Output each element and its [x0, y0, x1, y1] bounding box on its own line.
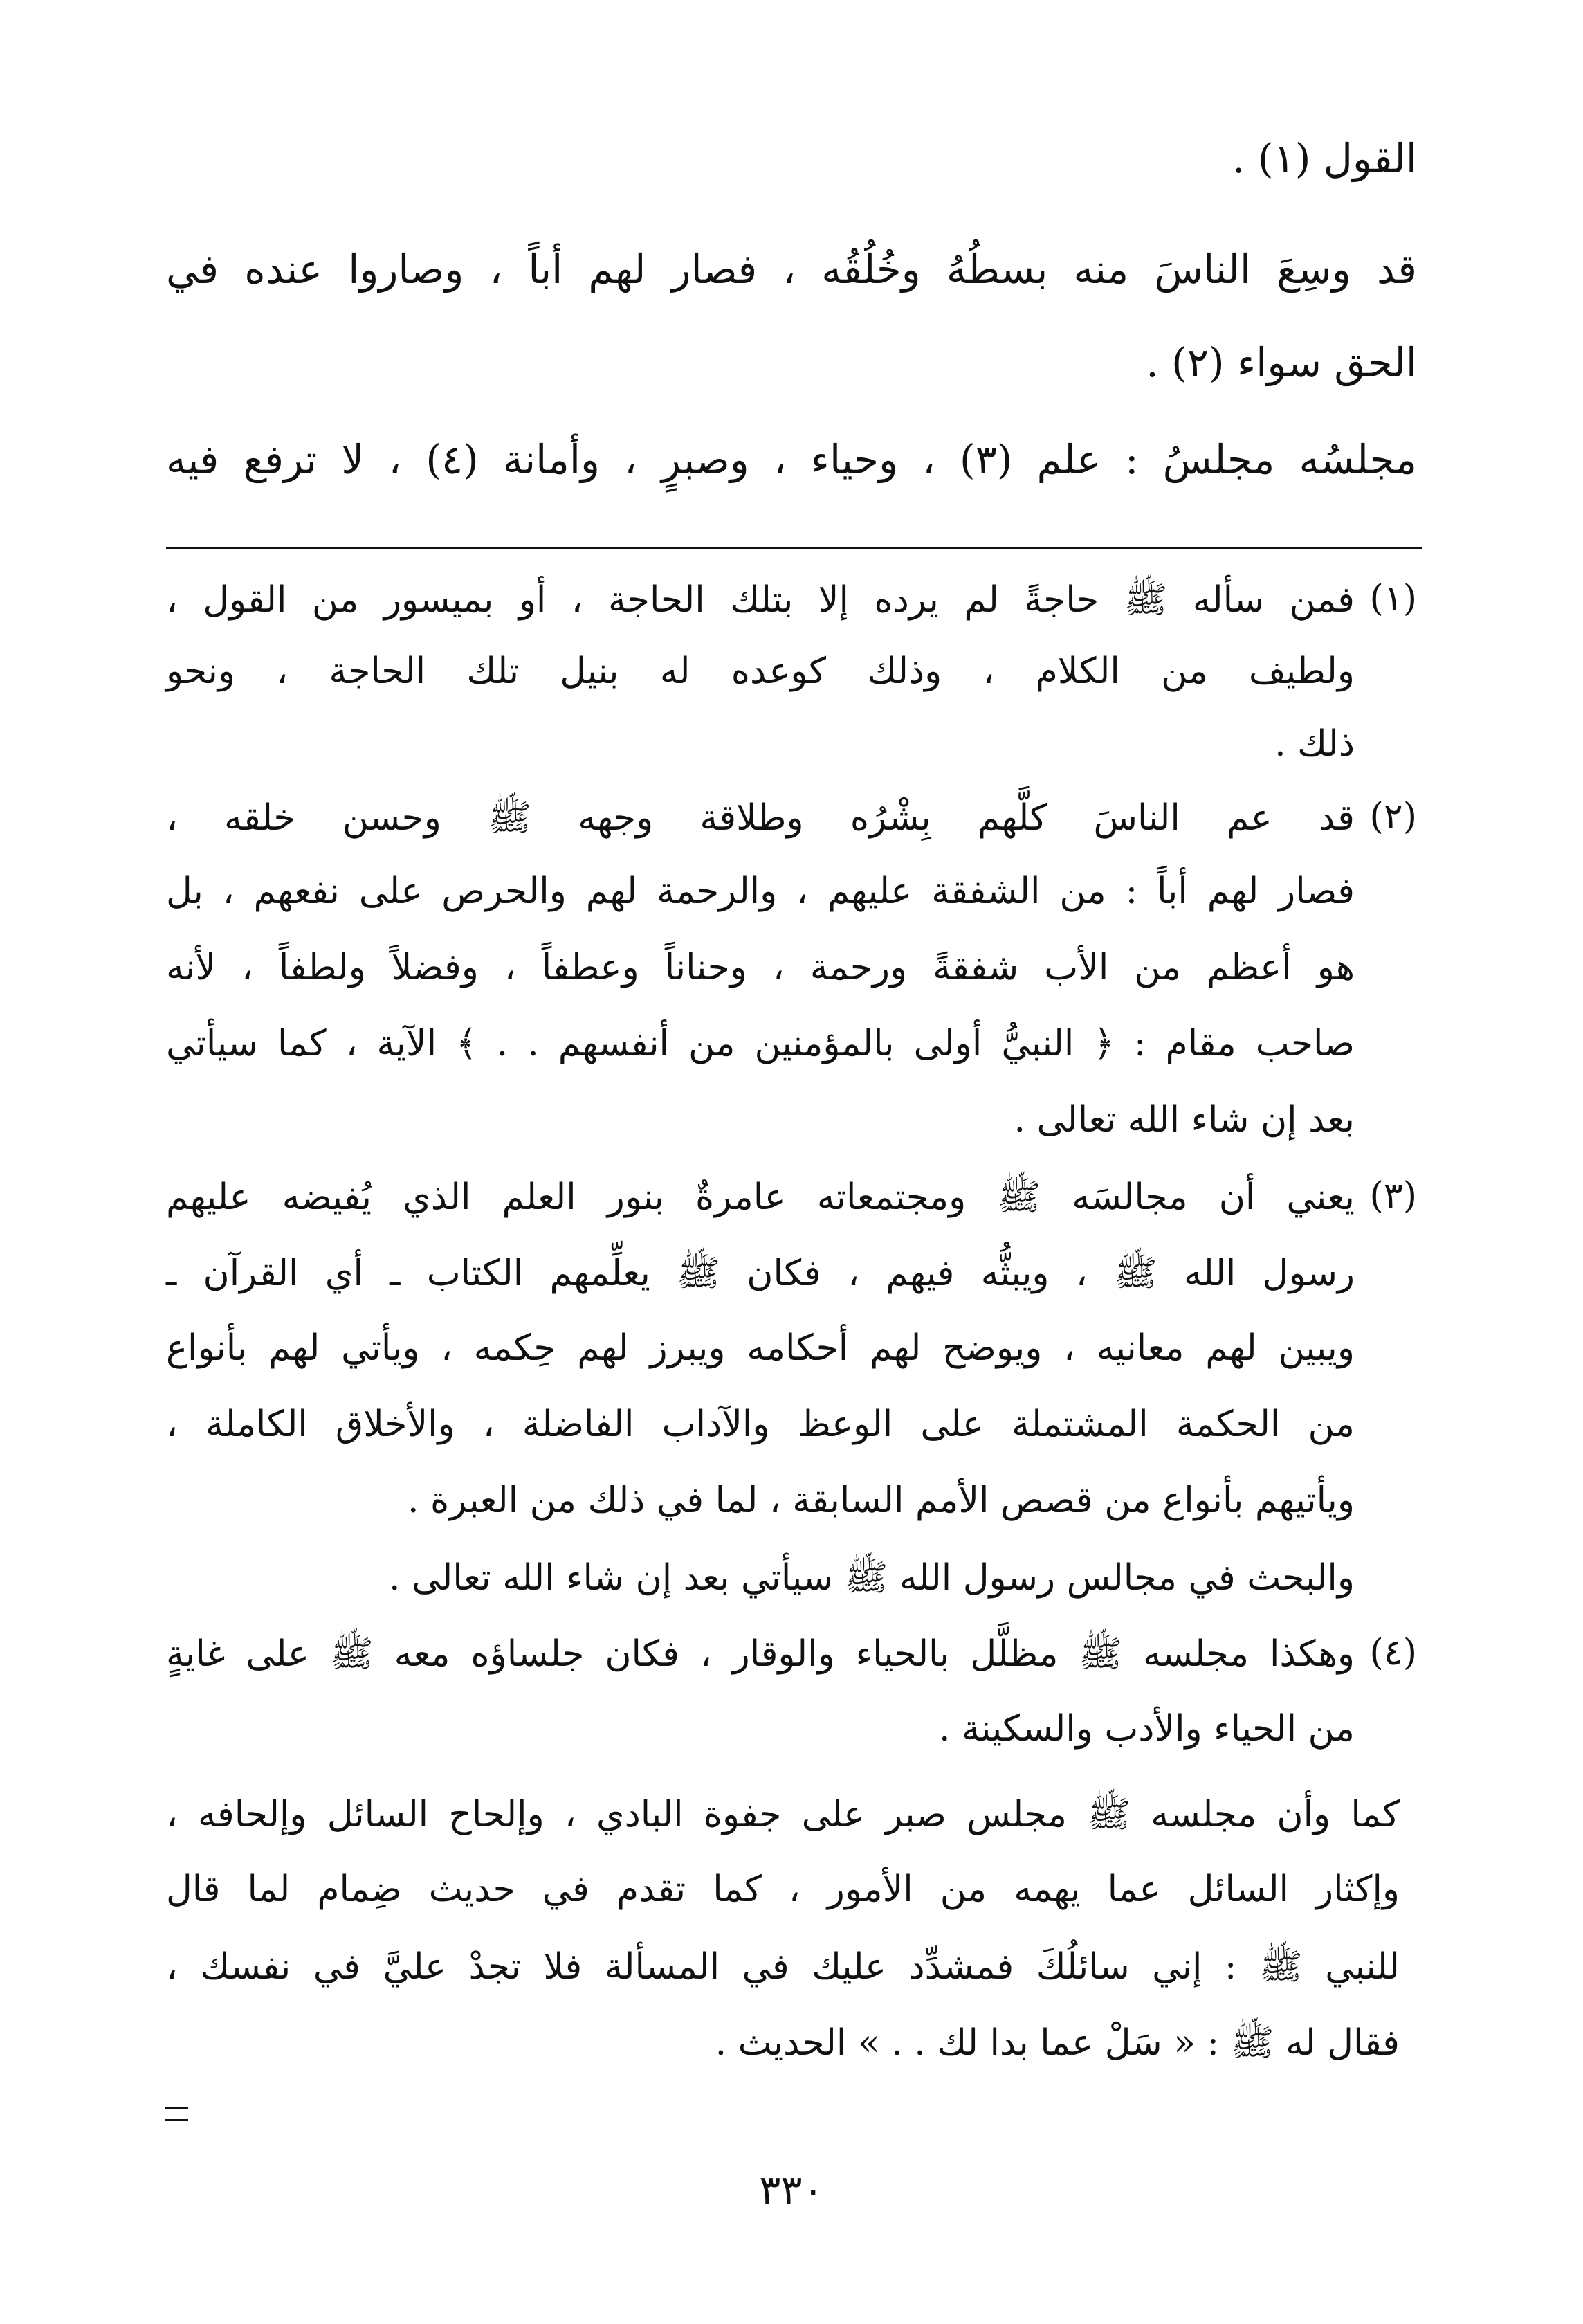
footnote-4-line-2: من الحياء والأدب والسكينة . [938, 1708, 1355, 1750]
footnote-3-line-6: والبحث في مجالس رسول الله ﷺ سيأتي بعد إن شاء الله تعالى . [389, 1557, 1355, 1599]
footnote-2-line-4: صاحب مقام : ﴿ النبيُّ أولى بالمؤمنين من أنفسهم . . ﴾ الآية ، كما سيأتي [166, 1023, 1355, 1064]
footnote-3-line-5: ويأتيهم بأنواع من قصص الأمم السابقة ، لما في ذلك من العبرة . [407, 1480, 1355, 1521]
footnote-1-line-3: ذلك . [1274, 723, 1355, 765]
footnote-3-line-2: رسول الله ﷺ ، ويبثُّه فيهم ، فكان ﷺ يعلِّمهم الكتاب ـ أي القرآن ـ [166, 1253, 1355, 1294]
footnote-3-line-4: من الحكمة المشتملة على الوعظ والآداب الفاضلة ، والأخلاق الكاملة ، [166, 1404, 1355, 1445]
footnote-4-line-4: وإكثار السائل عما يهمه من الأمور ، كما تقدم في حديث ضِمام لما قال [166, 1869, 1400, 1910]
footnote-2-line-2: فصار لهم أباً : من الشفقة عليهم ، والرحمة لهم والحرص على نفعهم ، بل [166, 871, 1355, 912]
footnote-2-line-3: هو أعظم من الأب شفقةً ورحمة ، وحناناً وعطفاً ، وفضلاً ولطفاً ، لأنه [166, 947, 1355, 988]
footnote-4-line-1: وهكذا مجلسه ﷺ مظلَّل بالحياء والوقار ، فكان جلساؤه معه ﷺ على غايةٍ [166, 1633, 1355, 1675]
page-number: ٣٣٠ [759, 2166, 824, 2213]
footnote-4-line-3: كما وأن مجلسه ﷺ مجلس صبر على جفوة البادي ، وإلحاح السائل وإلحافه ، [166, 1794, 1400, 1835]
footnote-1-line-2: ولطيف من الكلام ، وذلك كوعده له بنيل تلك الحاجة ، ونحو [166, 651, 1355, 692]
footnote-1-line-1: فمن سأله ﷺ حاجةً لم يرده إلا بتلك الحاجة ، أو بميسور من القول ، [166, 579, 1355, 621]
footnote-3-line-1: يعني أن مجالسَه ﷺ ومجتمعاته عامرةٌ بنور العلم الذي يُفيضه عليهم [166, 1177, 1355, 1218]
footnote-2-number: (٢) [1369, 796, 1417, 837]
main-line-3: الحق سواء (٢) . [1146, 339, 1417, 386]
continuation-mark [165, 2107, 188, 2121]
main-line-1: القول (١) . [1232, 135, 1417, 182]
footnote-2-line-5: بعد إن شاء الله تعالى . [1014, 1099, 1355, 1141]
main-line-2: قد وسِعَ الناسَ منه بسطُهُ وخُلُقُه ، فصار لهم أباً ، وصاروا عنده في [166, 246, 1417, 293]
footnote-separator [166, 547, 1422, 549]
footnote-2-line-1: قد عم الناسَ كلَّهم بِشْرُه وطلاقة وجهه ﷺ وحسن خلقه ، [166, 797, 1355, 839]
footnote-4-line-6: فقال له ﷺ : « سَلْ عما بدا لك . . » الحديث . [715, 2022, 1400, 2064]
main-line-4: مجلسُه مجلسُ : علم (٣) ، وحياء ، وصبرٍ ، وأمانة (٤) ، لا ترفع فيه [166, 436, 1417, 483]
footnote-1-number: (١) [1369, 578, 1417, 619]
footnote-3-line-3: ويبين لهم معانيه ، ويوضح لهم أحكامه ويبرز لهم حِكمه ، ويأتي لهم بأنواع [166, 1327, 1355, 1369]
footnote-4-number: (٤) [1369, 1632, 1417, 1673]
footnote-4-line-5: للنبي ﷺ : إني سائلُكَ فمشدِّد عليك في المسألة فلا تجدْ عليَّ في نفسك ، [166, 1946, 1400, 1988]
footnote-3-number: (٣) [1369, 1175, 1417, 1217]
